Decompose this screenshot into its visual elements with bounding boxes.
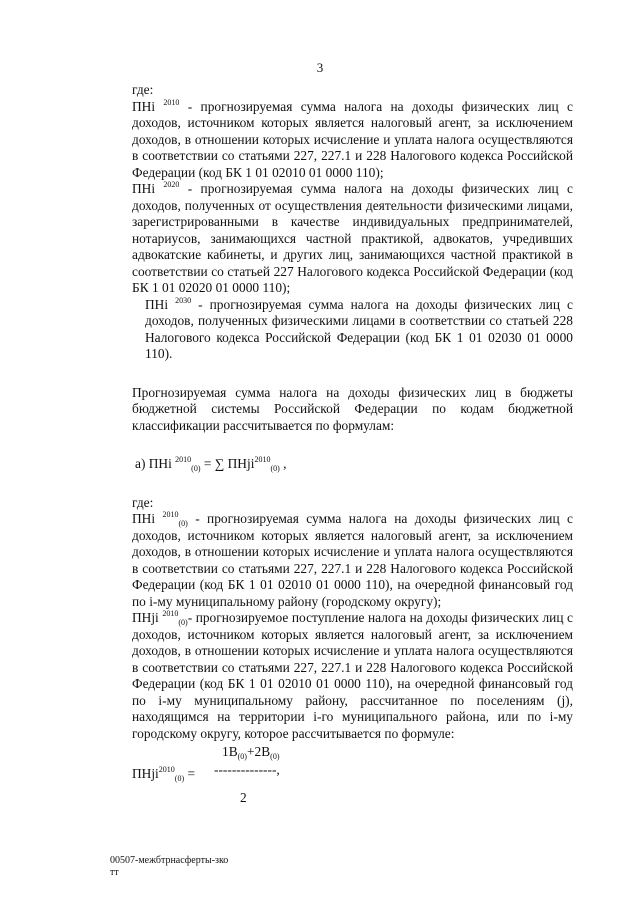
definition-item: [110, 99, 573, 182]
intro-paragraph: Прогнозируемая сумма налога на доходы физических лиц в бюджеты бюджетной системы Российской Федерации по кодам бюджетной классификации рассчитывается по формулам:: [132, 384, 573, 433]
formula-b-lhs-sub: (0): [174, 774, 185, 783]
definition-text: - прогнозируемая сумма налога на доходы физических лиц с доходов, полученных физическими лицами в соответствии со статьей 228 Налогового кодекса Российской Федерации (код БК 1 01 02030 01 0000 110).: [145, 296, 573, 361]
formula-a-sup2: 2010: [254, 455, 271, 464]
definition-sup: 2010: [163, 97, 180, 107]
definition-sup: 2010: [162, 609, 179, 618]
footer-line-1: 00507-межбтрнасферты-зко: [110, 855, 229, 866]
formula-b-num-sub1: (0): [237, 752, 247, 761]
definition-symbol: ПНi: [145, 296, 169, 312]
definition-sup: 2020: [163, 180, 180, 189]
definition-symbol: ПНji: [132, 610, 159, 625]
definition-text: - прогнозируемое поступление налога на доходы физических лиц с доходов, источником которых является налоговый агент, за исключением доходов, в отношении которых исчисление и уплата налога осуществляются в соответствии со статьями 227, 227.1 и 228 Налогового кодекса Российской Федерации (код БК 1 01 02010 01 0000 110), на очередной финансовый год по i-му муниципальному району, рассчитанное по поселениям (j), находящимся на территории i-го муниципального района, или по i-му городскому округу, которое рассчитывается по формуле:: [132, 610, 573, 741]
definition-symbol: ПНi: [132, 98, 156, 114]
formula-b-lhs: [132, 766, 195, 783]
definition-text: - прогнозируемая сумма налога на доходы физических лиц с доходов, источником которых является налоговый агент, за исключением доходов, в отношении которых исчисление и уплата налога осуществляются в соответствии со статьями 227, 227.1 и 228 Налогового кодекса Российской Федерации (код БК 1 01 02010 01 0000 110), на очередной финансовый год по i-му муниципальному району (городскому округу);: [132, 511, 573, 609]
definition-item: [110, 181, 573, 297]
definition-sub: (0): [178, 618, 188, 627]
where-label-1: где:: [132, 82, 154, 97]
formula-b: [110, 742, 573, 812]
formula-b-lhs-sup: 2010: [158, 765, 175, 774]
formula-b-numerator: [222, 744, 279, 761]
formula-b-lhs-symbol: ПНji: [132, 766, 159, 781]
formula-a-mid: = ∑ ПНji: [200, 456, 255, 471]
definition-item: [110, 610, 573, 742]
formula-a-label: а) ПНi: [135, 456, 172, 471]
formula-b-denominator: 2: [240, 790, 247, 805]
formula-b-num1: 1В: [222, 744, 238, 759]
formula-a: [110, 456, 573, 473]
document-body: [110, 82, 573, 812]
formula-b-equals: =: [184, 766, 196, 781]
formula-b-num-sub2: (0): [270, 752, 280, 761]
definition-sub: (0): [178, 519, 188, 528]
definition-item: [110, 511, 573, 610]
definition-symbol: ПНi: [132, 511, 156, 526]
formula-b-num-plus: +2В: [246, 744, 271, 759]
definition-sup: 2010: [162, 510, 179, 519]
formula-a-sub2: (0): [270, 464, 280, 473]
where-label-2: где:: [132, 494, 154, 510]
definition-text: - прогнозируемая сумма налога на доходы физических лиц с доходов, источником которых является налоговый агент, за исключением доходов, в отношении которых исчисление и уплата налога осуществляются в соответствии со статьями 227, 227.1 и 228 Налогового кодекса Российской Федерации (код БК 1 01 02010 01 0000 110);: [132, 98, 573, 180]
definition-text: - прогнозируемая сумма налога на доходы физических лиц с доходов, полученных от осуществления деятельности физическими лицами, зарегистрированными в качестве индивидуальных предпринимателей, нотариусов, занимающихся частной практикой, адвокатов, учредивших адвокатские кабинеты, и других лиц, занимающихся частной практикой в соответствии со статьей 227 Налогового кодекса Российской Федерации (код БК 1 01 02020 01 0000 110);: [132, 181, 573, 295]
definition-sup: 2030: [175, 295, 192, 305]
definition-symbol: ПНi: [132, 181, 156, 196]
formula-a-sup1: 2010: [175, 455, 192, 464]
formula-a-sub1: (0): [191, 464, 201, 473]
footer: [110, 855, 228, 879]
footer-line-2: тт: [110, 867, 119, 878]
formula-a-end: ,: [279, 456, 287, 471]
definition-item: [110, 297, 573, 363]
page-number: 3: [316, 60, 324, 75]
formula-b-fraction-bar: --------------,: [214, 762, 280, 777]
